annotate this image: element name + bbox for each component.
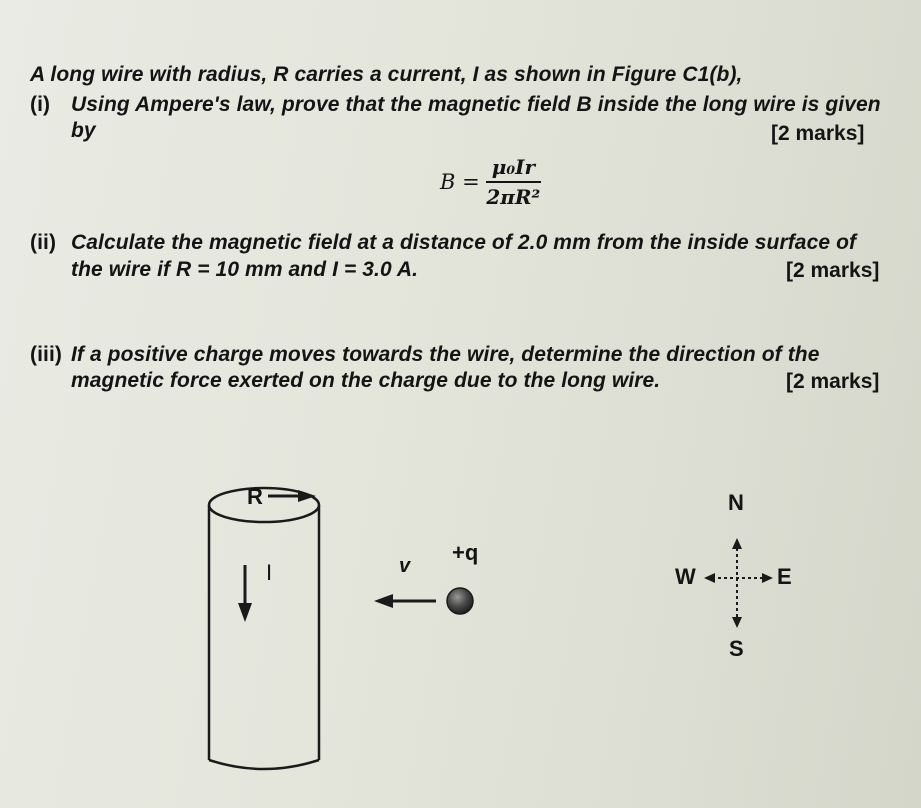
q1-marks: [2 marks]: [771, 122, 865, 145]
q1-number: (i): [30, 93, 51, 116]
equation-numerator: μ₀Ir: [486, 155, 541, 183]
equation-lhs: B =: [440, 170, 480, 194]
q3-marks: [2 marks]: [786, 370, 880, 393]
south-arrowhead: [732, 617, 742, 628]
compass-north: N: [728, 490, 744, 515]
velocity-arrow: [374, 594, 436, 608]
q1-line2: by: [71, 119, 96, 142]
q3-line1: If a positive charge moves towards the wire, determine the direction of the: [71, 343, 820, 366]
equation-denominator: 2πR²: [486, 185, 541, 209]
compass-east: E: [777, 564, 792, 589]
q1-line1: Using Ampere's law, prove that the magnetic field B inside the long wire is given: [71, 93, 881, 116]
charge-particle: [447, 588, 473, 614]
q2-number: (ii): [30, 231, 57, 254]
east-arrowhead: [762, 573, 773, 583]
radius-arrow: [268, 490, 316, 502]
q2-marks: [2 marks]: [786, 259, 880, 282]
q3-line2: magnetic force exerted on the charge due to the long wire.: [71, 369, 661, 392]
current-label: I: [266, 560, 273, 585]
radius-label: R: [247, 484, 263, 509]
charge-label: +q: [452, 540, 479, 565]
q2-line1: Calculate the magnetic field at a distance of 2.0 mm from the inside surface of: [71, 231, 857, 254]
compass-rose: [712, 548, 765, 620]
north-arrowhead: [732, 538, 742, 549]
compass-west: W: [675, 564, 696, 589]
current-arrow: [238, 565, 252, 622]
intro-text: A long wire with radius, R carries a current, I as shown in Figure C1(b),: [30, 63, 743, 86]
q3-number: (iii): [30, 343, 62, 366]
q2-line2: the wire if R = 10 mm and I = 3.0 A.: [71, 258, 419, 281]
wire-cylinder: [209, 488, 319, 769]
west-arrowhead: [704, 573, 715, 583]
velocity-label: v: [399, 555, 411, 577]
compass-south: S: [729, 636, 744, 661]
